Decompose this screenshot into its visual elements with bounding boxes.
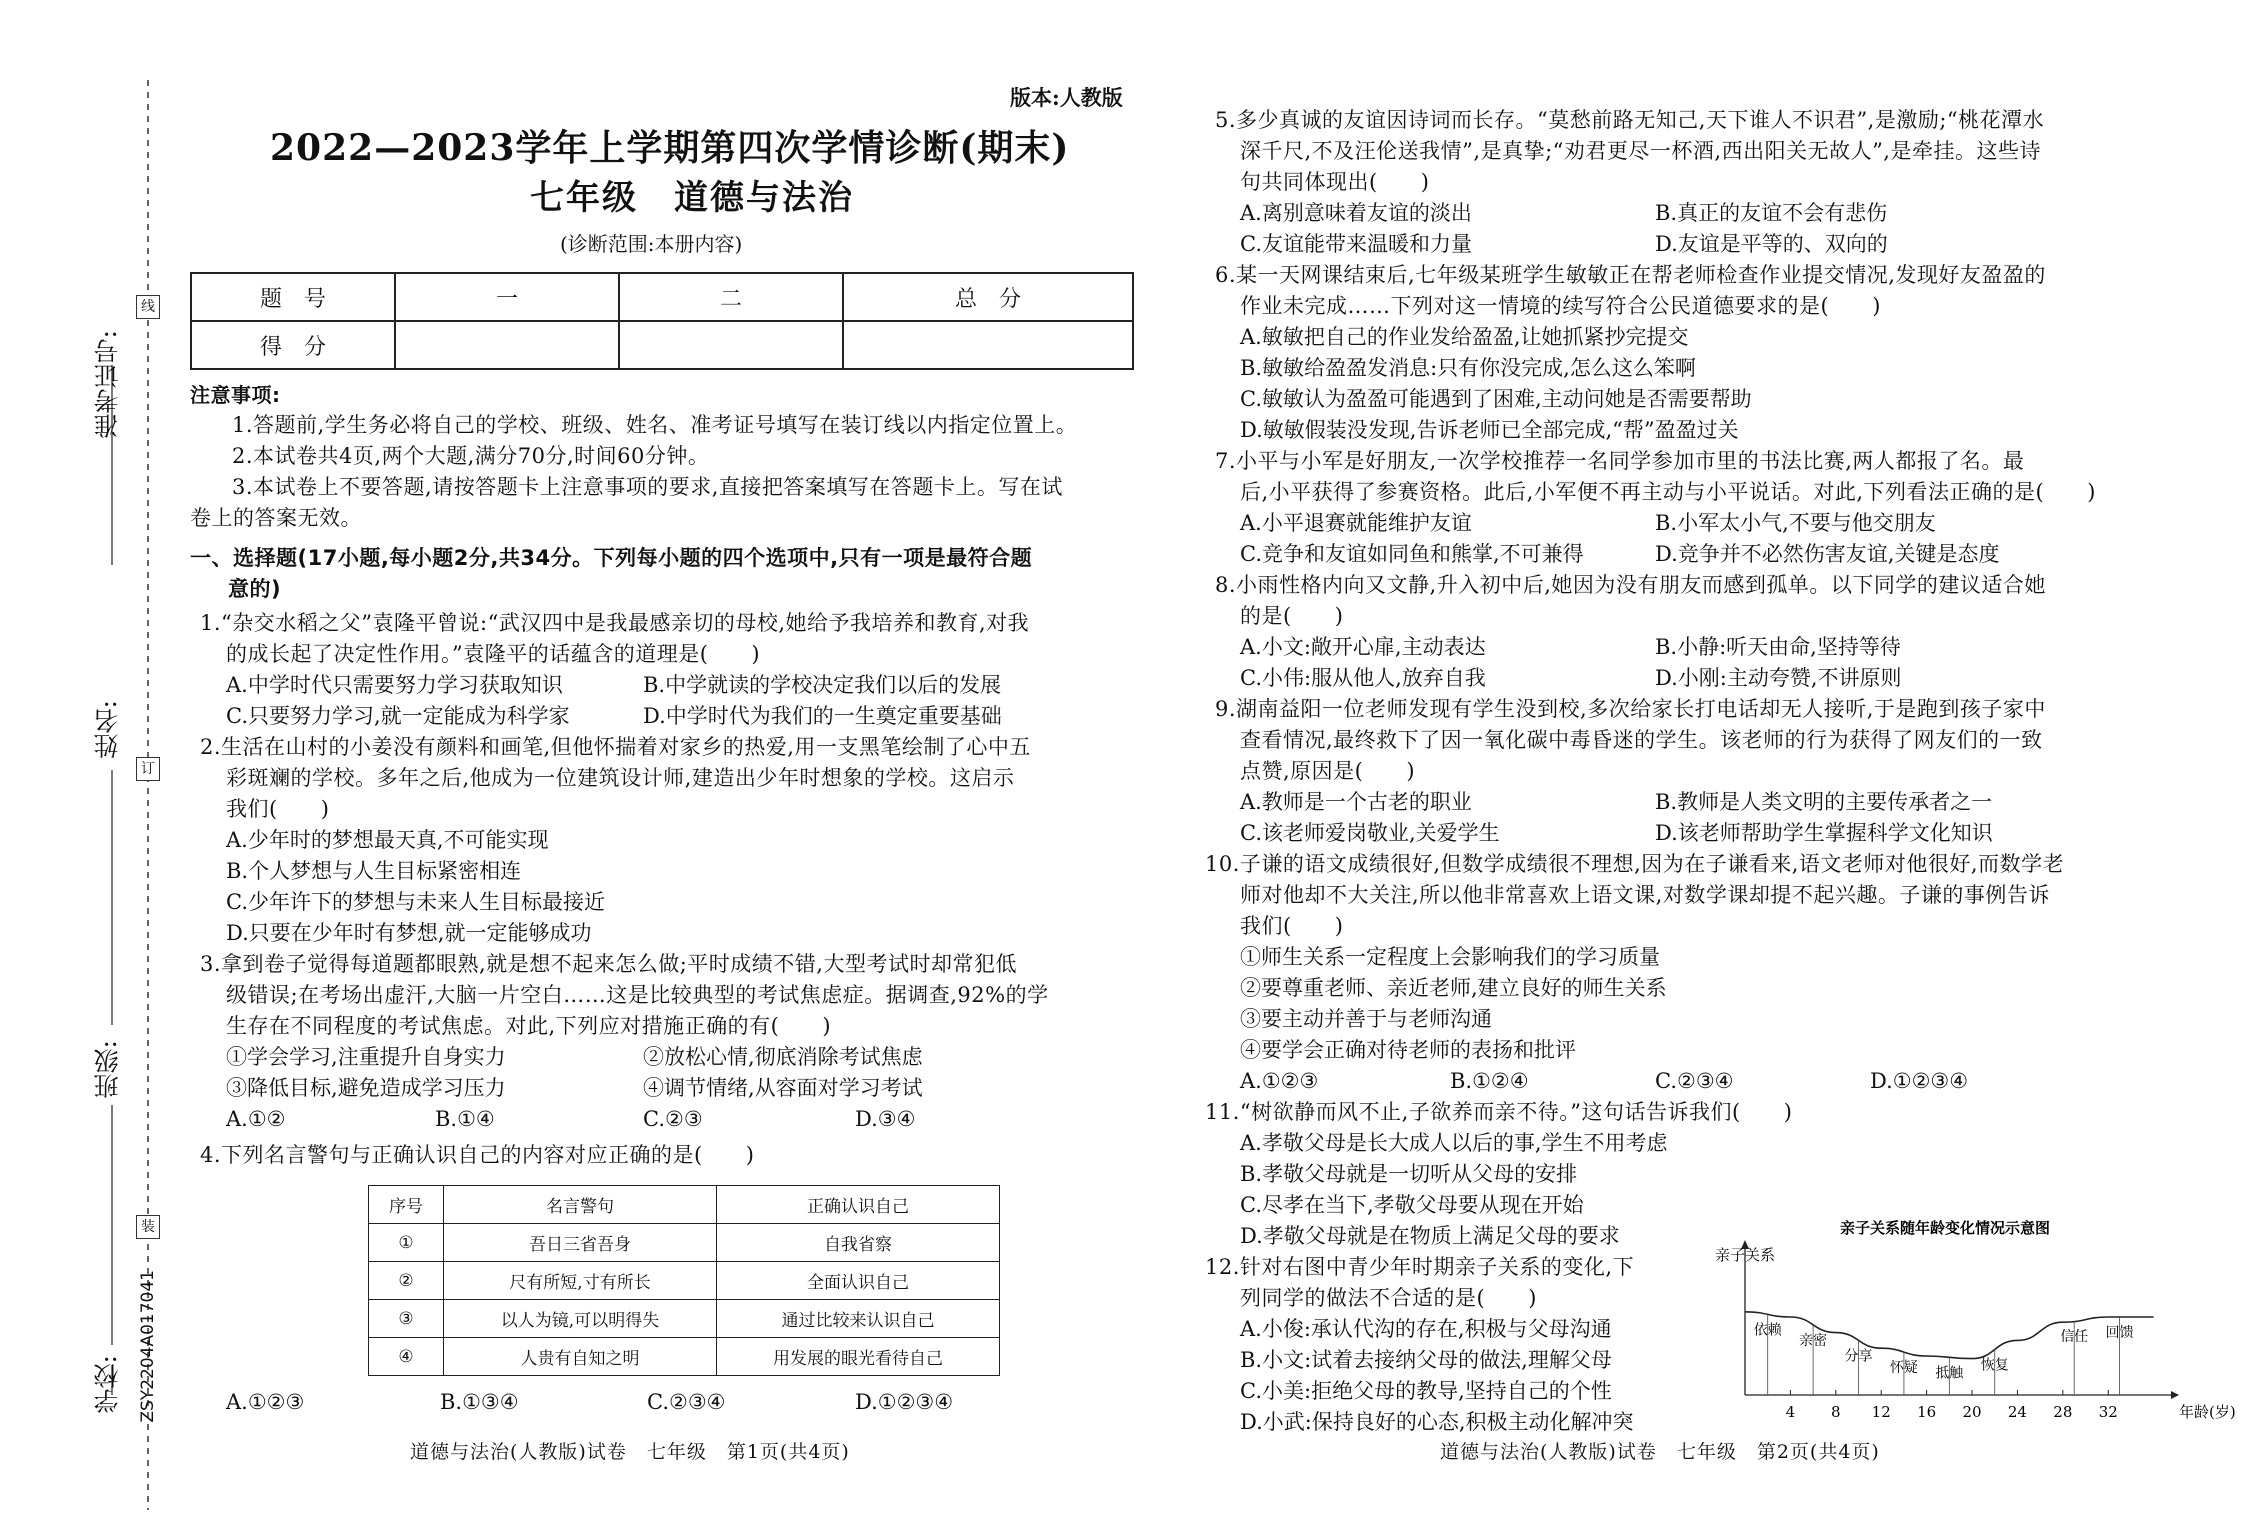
q2-stem: 2.生活在山村的小姜没有颜料和画笔,但他怀揣着对家乡的热爱,用一支黑笔绘制了心中五	[200, 735, 1031, 759]
q5-option-d[interactable]: D.友谊是平等的、双向的	[1655, 232, 1888, 256]
q5-stem: 5.多少真诚的友谊因诗词而长存。“莫愁前路无知己,天下谁人不识君”,是激励;“桃花潭水	[1215, 108, 2045, 132]
q7-option-d[interactable]: D.竞争并不必然伤害友谊,关键是态度	[1655, 542, 2000, 566]
q5-option-b[interactable]: B.真正的友谊不会有悲伤	[1655, 201, 1888, 225]
q9-option-a[interactable]: A.教师是一个古老的职业	[1240, 790, 1472, 814]
q3-option-d[interactable]: D.③④	[855, 1107, 916, 1131]
chart-x-tick-label: 32	[2098, 1403, 2118, 1421]
q4-cell: ③	[369, 1300, 444, 1338]
q4-header-no: 序号	[369, 1186, 444, 1224]
q2-option-d[interactable]: D.只要在少年时有梦想,就一定能够成功	[226, 921, 592, 945]
paper-code: ZSY2204A017041	[138, 1270, 158, 1423]
chart-annotation-label: 恢复	[1980, 1357, 2009, 1374]
q2-stem: 彩斑斓的学校。多年之后,他成为一位建筑设计师,建造出少年时想象的学校。这启示	[226, 766, 1015, 790]
q1-option-c[interactable]: C.只要努力学习,就一定能成为科学家	[226, 704, 570, 728]
q10-option-d[interactable]: D.①②③④	[1870, 1069, 1969, 1093]
q5-stem: 深千尺,不及汪伦送我情”,是真挚;“劝君更尽一杯酒,西出阳关无故人”,是牵挂。这些诗	[1240, 139, 2041, 163]
q4-cell: ④	[369, 1338, 444, 1376]
section1-heading-cont: 意的)	[228, 577, 282, 601]
q7-option-a[interactable]: A.小平退赛就能维护友谊	[1240, 511, 1472, 535]
mark-ding: 订	[136, 757, 160, 781]
q5-stem: 句共同体现出( )	[1240, 170, 1430, 194]
q10-option-a[interactable]: A.①②③	[1240, 1069, 1319, 1093]
chart-xlabel: 年龄(岁)	[2179, 1403, 2236, 1421]
q10-statement-4: ④要学会正确对待老师的表扬和批评	[1240, 1038, 1576, 1062]
notice-item: 卷上的答案无效。	[190, 506, 362, 530]
q6-option-c[interactable]: C.敏敏认为盈盈可能遇到了困难,主动问她是否需要帮助	[1240, 387, 1752, 411]
q10-stem: 师对他却不大关注,所以他非常喜欢上语文课,对数学课却提不起兴趣。子谦的事例告诉	[1240, 883, 2050, 907]
notice-title: 注意事项:	[190, 383, 281, 407]
q4-cell: ①	[369, 1224, 444, 1262]
q11-option-a[interactable]: A.孝敬父母是长大成人以后的事,学生不用考虑	[1240, 1131, 1668, 1155]
q4-cell: 用发展的眼光看待自己	[717, 1338, 1000, 1376]
q3-option-a[interactable]: A.①②	[226, 1107, 286, 1131]
q11-stem: 11.“树欲静而风不止,子欲养而亲不待。”这句话告诉我们( )	[1205, 1100, 1793, 1124]
section1-heading: 一、选择题(17小题,每小题2分,共34分。下列每小题的四个选项中,只有一项是最符合题	[190, 546, 1033, 570]
parent-child-chart	[1690, 1215, 2236, 1430]
q11-option-b[interactable]: B.孝敬父母就是一切听从父母的安排	[1240, 1162, 1578, 1186]
score-header-1: 一	[395, 273, 619, 321]
q9-stem: 9.湖南益阳一位老师发现有学生没到校,多次给家长打电话却无人接听,于是跑到孩子家中	[1215, 697, 2046, 721]
q4-cell: 以人为镜,可以明得失	[444, 1300, 717, 1338]
q12-option-d[interactable]: D.小武:保持良好的心态,积极主动化解冲突	[1240, 1410, 1634, 1434]
q8-stem: 的是( )	[1240, 604, 1344, 628]
q10-stem: 10.子谦的语文成绩很好,但数学成绩很不理想,因为在子谦看来,语文老师对他很好,而数学老	[1205, 852, 2065, 876]
q2-option-c[interactable]: C.少年许下的梦想与未来人生目标最接近	[226, 890, 605, 914]
binding-margin	[0, 0, 170, 1535]
q8-option-a[interactable]: A.小文:敞开心扉,主动表达	[1240, 635, 1486, 659]
notice-item: 2.本试卷共4页,两个大题,满分70分,时间60分钟。	[232, 444, 710, 468]
q12-stem: 列同学的做法不合适的是( )	[1240, 1286, 1537, 1310]
q10-statement-2: ②要尊重老师、亲近老师,建立良好的师生关系	[1240, 976, 1667, 1000]
class-label: 班级:	[93, 1040, 122, 1099]
score-header-total: 总 分	[843, 273, 1133, 321]
q12-option-a[interactable]: A.小俊:承认代沟的存在,积极与父母沟通	[1240, 1317, 1612, 1341]
q10-option-b[interactable]: B.①②④	[1450, 1069, 1529, 1093]
chart-x-tick-label: 24	[2007, 1403, 2027, 1421]
mark-zhuang: 装	[136, 1215, 160, 1239]
q4-option-b[interactable]: B.①③④	[440, 1390, 519, 1414]
edition-label: 版本:人教版	[1010, 85, 1123, 110]
q8-option-c[interactable]: C.小伟:服从他人,放弃自我	[1240, 666, 1486, 690]
notice-item: 3.本试卷上不要答题,请按答题卡上注意事项的要求,直接把答案填写在答题卡上。写在试	[232, 475, 1063, 499]
q9-stem: 点赞,原因是( )	[1240, 759, 1416, 783]
q10-stem: 我们( )	[1240, 914, 1344, 938]
q4-stem: 4.下列名言警句与正确认识自己的内容对应正确的是( )	[200, 1143, 755, 1167]
q3-stem: 3.拿到卷子觉得每道题都眼熟,就是想不起来怎么做;平时成绩不错,大型考试时却常犯低	[200, 952, 1017, 976]
q8-stem: 8.小雨性格内向又文静,升入初中后,她因为没有朋友而感到孤单。以下同学的建议适合她	[1215, 573, 2046, 597]
q4-cell: 自我省察	[717, 1224, 1000, 1262]
q7-option-c[interactable]: C.竞争和友谊如同鱼和熊掌,不可兼得	[1240, 542, 1584, 566]
q2-stem: 我们( )	[226, 797, 330, 821]
score-cell-total[interactable]	[843, 321, 1133, 369]
chart-annotation-label: 分享	[1844, 1348, 1873, 1365]
q4-option-a[interactable]: A.①②③	[226, 1390, 305, 1414]
chart-ylabel: 亲子关系	[1715, 1246, 1776, 1264]
q3-statement-2: ②放松心情,彻底消除考试焦虑	[643, 1045, 923, 1069]
q10-statement-1: ①师生关系一定程度上会影响我们的学习质量	[1240, 945, 1660, 969]
q1-option-a[interactable]: A.中学时代只需要努力学习获取知识	[226, 673, 563, 697]
score-cell-1[interactable]	[395, 321, 619, 369]
chart-annotation-label: 亲密	[1799, 1332, 1828, 1349]
q6-option-b[interactable]: B.敏敏给盈盈发消息:只有你没完成,怎么这么笨啊	[1240, 356, 1696, 380]
q4-table	[368, 1185, 1000, 1376]
q2-option-a[interactable]: A.少年时的梦想最天真,不可能实现	[226, 828, 549, 852]
q4-header-motto: 名言警句	[444, 1186, 717, 1224]
chart-x-arrow	[2171, 1391, 2179, 1399]
q4-option-c[interactable]: C.②③④	[647, 1390, 726, 1414]
q6-option-a[interactable]: A.敏敏把自己的作业发给盈盈,让她抓紧抄完提交	[1240, 325, 1689, 349]
q7-stem: 7.小平与小军是好朋友,一次学校推荐一名同学参加市里的书法比赛,两人都报了名。最	[1215, 449, 2025, 473]
name-label: 姓名:	[93, 700, 122, 759]
q11-option-c[interactable]: C.尽孝在当下,孝敬父母要从现在开始	[1240, 1193, 1584, 1217]
q1-stem: 1.“杂交水稻之父”袁隆平曾说:“武汉四中是我最感亲切的母校,她给予我培养和教育,对我	[200, 611, 1030, 635]
q5-option-a[interactable]: A.离别意味着友谊的淡出	[1240, 201, 1472, 225]
q4-cell: ②	[369, 1262, 444, 1300]
q9-option-b[interactable]: B.教师是人类文明的主要传承者之一	[1655, 790, 1993, 814]
chart-x-tick-label: 12	[1871, 1403, 1891, 1421]
chart-x-tick-label: 4	[1785, 1403, 1796, 1421]
q3-option-b[interactable]: B.①④	[435, 1107, 495, 1131]
chart-x-tick-label: 16	[1917, 1403, 1937, 1421]
chart-annotation-label: 抵触	[1935, 1365, 1964, 1382]
chart-x-tick-label: 8	[1831, 1403, 1841, 1421]
exam-id-label: 准考证号:	[93, 330, 122, 439]
school-label: 学校:	[93, 1355, 122, 1414]
q1-option-b[interactable]: B.中学就读的学校决定我们以后的发展	[643, 673, 1002, 697]
q12-stem: 12.针对右图中青少年时期亲子关系的变化,下	[1205, 1255, 1635, 1279]
exam-subtitle: 七年级 道德与法治	[530, 178, 854, 218]
chart-annotation-label: 怀疑	[1889, 1360, 1918, 1377]
q10-statement-3: ③要主动并善于与老师沟通	[1240, 1007, 1492, 1031]
q2-option-b[interactable]: B.个人梦想与人生目标紧密相连	[226, 859, 522, 883]
q12-option-b[interactable]: B.小文:试着去接纳父母的做法,理解父母	[1240, 1348, 1612, 1372]
q12-option-c[interactable]: C.小美:拒绝父母的教导,坚持自己的个性	[1240, 1379, 1612, 1403]
q7-option-b[interactable]: B.小军太小气,不要与他交朋友	[1655, 511, 1936, 535]
q1-stem: 的成长起了决定性作用。”袁隆平的话蕴含的道理是( )	[226, 642, 761, 666]
q4-cell: 全面认识自己	[717, 1262, 1000, 1300]
footer-left: 道德与法治(人教版)试卷 七年级 第1页(共4页)	[410, 1441, 850, 1463]
q3-statement-4: ④调节情绪,从容面对学习考试	[643, 1076, 923, 1100]
q11-option-d[interactable]: D.孝敬父母就是在物质上满足父母的要求	[1240, 1224, 1620, 1248]
chart-title: 亲子关系随年龄变化情况示意图	[1839, 1219, 2051, 1237]
q10-option-c[interactable]: C.②③④	[1655, 1069, 1734, 1093]
score-header-qno: 题 号	[191, 273, 395, 321]
score-header-2: 二	[619, 273, 843, 321]
q9-stem: 查看情况,最终救下了因一氧化碳中毒昏迷的学生。该老师的行为获得了网友们的一致	[1240, 728, 2043, 752]
q6-stem: 作业未完成……下列对这一情境的续写符合公民道德要求的是( )	[1240, 294, 1881, 318]
q3-stem: 级错误;在考场出虚汗,大脑一片空白……这是比较典型的考试焦虑症。据调查,92%的学	[226, 983, 1049, 1007]
footer-right: 道德与法治(人教版)试卷 七年级 第2页(共4页)	[1440, 1441, 1880, 1463]
q7-stem: 后,小平获得了参赛资格。此后,小军便不再主动与小平说话。对此,下列看法正确的是( )	[1240, 480, 2096, 504]
q8-option-d[interactable]: D.小刚:主动夸赞,不讲原则	[1655, 666, 1902, 690]
score-table	[190, 272, 1134, 370]
q4-cell: 吾日三省吾身	[444, 1224, 717, 1262]
score-label: 得 分	[191, 321, 395, 369]
q4-option-d[interactable]: D.①②③④	[855, 1390, 954, 1414]
notice-item: 1.答题前,学生务必将自己的学校、班级、姓名、准考证号填写在装订线以内指定位置上。	[232, 413, 1078, 437]
q4-cell: 人贵有自知之明	[444, 1338, 717, 1376]
q3-option-c[interactable]: C.②③	[643, 1107, 703, 1131]
chart-annotation-label: 信任	[2060, 1328, 2089, 1345]
mark-xian: 线	[136, 295, 160, 319]
q8-option-b[interactable]: B.小静:听天由命,坚持等待	[1655, 635, 1901, 659]
q9-option-d[interactable]: D.该老师帮助学生掌握科学文化知识	[1655, 821, 1993, 845]
q4-cell: 尺有所短,寸有所长	[444, 1262, 717, 1300]
chart-annotation-label: 回馈	[2105, 1325, 2134, 1341]
q3-statement-1: ①学会学习,注重提升自身实力	[226, 1045, 506, 1069]
q6-stem: 6.某一天网课结束后,七年级某班学生敏敏正在帮老师检查作业提交情况,发现好友盈盈的	[1215, 263, 2046, 287]
q9-option-c[interactable]: C.该老师爱岗敬业,关爱学生	[1240, 821, 1500, 845]
q4-cell: 通过比较来认识自己	[717, 1300, 1000, 1338]
exam-scope: (诊断范围:本册内容)	[560, 232, 743, 256]
chart-annotation-label: 依赖	[1753, 1322, 1782, 1339]
q6-option-d[interactable]: D.敏敏假装没发现,告诉老师已全部完成,“帮”盈盈过关	[1240, 418, 1739, 442]
q1-option-d[interactable]: D.中学时代为我们的一生奠定重要基础	[643, 704, 1002, 728]
exam-title: 2022—2023学年上学期第四次学情诊断(期末)	[270, 127, 1070, 169]
q3-statement-3: ③降低目标,避免造成学习压力	[226, 1076, 506, 1100]
chart-x-tick-label: 28	[2053, 1403, 2073, 1421]
score-cell-2[interactable]	[619, 321, 843, 369]
q5-option-c[interactable]: C.友谊能带来温暖和力量	[1240, 232, 1472, 256]
q4-header-meaning: 正确认识自己	[717, 1186, 1000, 1224]
chart-x-tick-label: 20	[1962, 1403, 1982, 1421]
q3-stem: 生存在不同程度的考试焦虑。对此,下列应对措施正确的有( )	[226, 1014, 832, 1038]
